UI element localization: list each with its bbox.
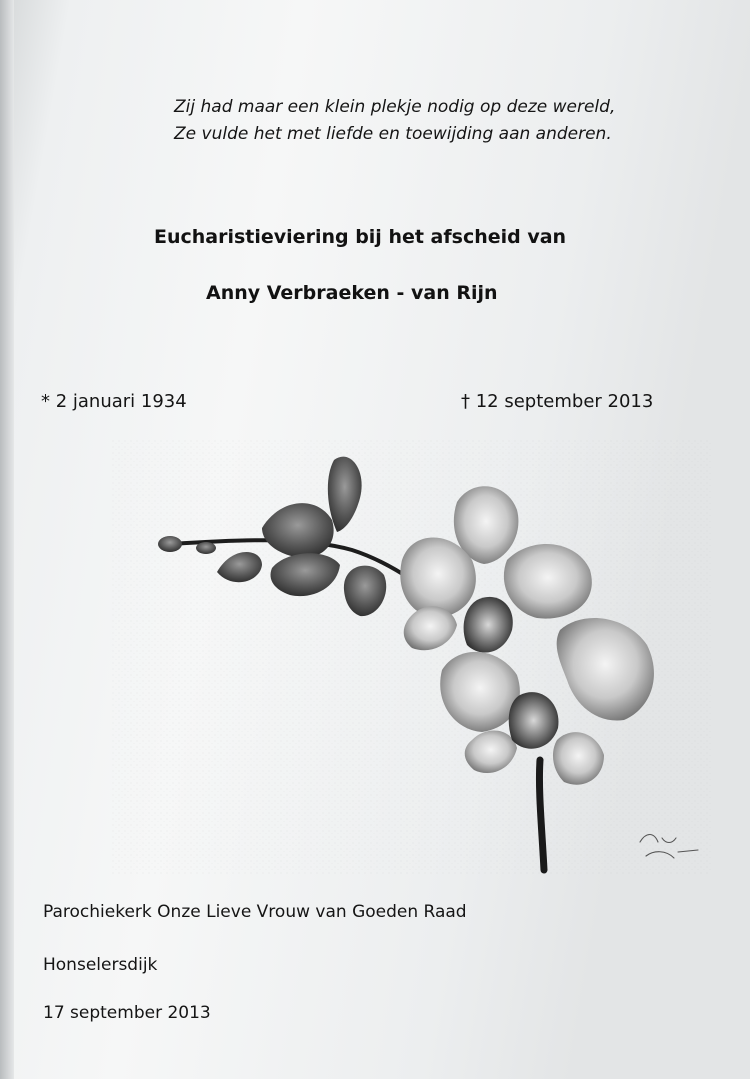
place-name: Honselersdijk [43,955,158,975]
paper-edge-shadow [0,0,14,1079]
poem-line-2: Ze vulde het met liefde en toewijding aan anderen. [174,124,612,144]
death-date: † 12 september 2013 [461,391,654,412]
orchid-illustration [112,440,712,875]
service-date: 17 september 2013 [43,1003,211,1023]
church-name: Parochiekerk Onze Lieve Vrouw van Goeden Raad [43,902,467,922]
service-title: Eucharistieviering bij het afscheid van [154,226,567,248]
poem [174,94,615,148]
birth-date: * 2 januari 1934 [41,391,187,412]
poem-line-1: Zij had maar een klein plekje nodig op deze wereld, [174,97,616,117]
deceased-name: Anny Verbraeken - van Rijn [206,282,498,304]
